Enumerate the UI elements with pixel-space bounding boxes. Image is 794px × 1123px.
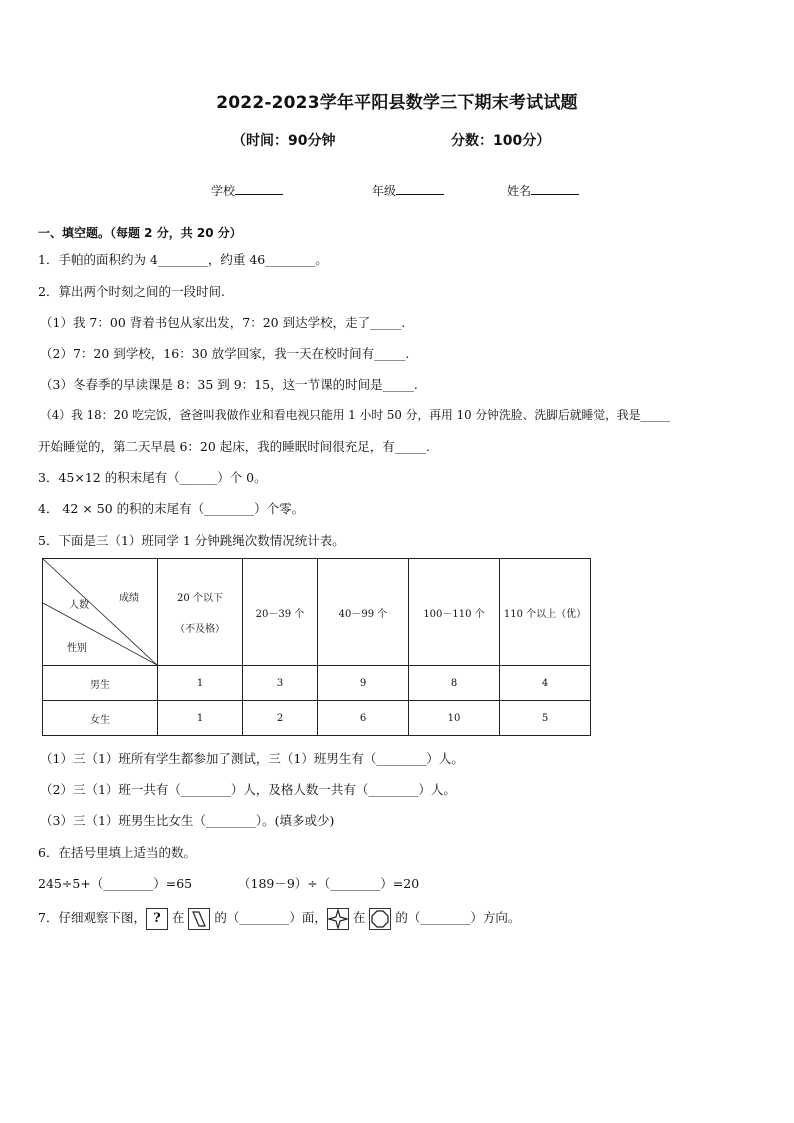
q7-of-1: 的（________）面， xyxy=(210,910,327,925)
question-6-b: （189－9）÷（________）=20 xyxy=(238,876,420,891)
name-label: 姓名 xyxy=(507,184,532,198)
table-cell: 1 xyxy=(158,701,243,736)
q7-at-2: 在 xyxy=(348,910,370,925)
table-row xyxy=(43,701,591,736)
table-header-row xyxy=(43,559,591,666)
corner-diagonals xyxy=(43,559,157,665)
header-col1-line2: （不及格） xyxy=(175,624,225,635)
school-label: 学校 xyxy=(211,184,236,198)
four-point-star-box-icon xyxy=(327,908,349,930)
q7-prefix: 7．仔细观察下图， xyxy=(38,910,146,925)
table-header-cell xyxy=(158,559,243,666)
row-label: 女生 xyxy=(43,701,158,736)
name-blank[interactable] xyxy=(531,182,579,195)
q7-at-1: 在 xyxy=(167,910,189,925)
question-4: 4． 42 × 50 的积的末尾有（________）个零。 xyxy=(38,501,305,516)
table-cell: 5 xyxy=(500,701,591,736)
statistics-table xyxy=(42,558,591,736)
question-5-1: （1）三（1）班所有学生都参加了测试，三（1）班男生有（________）人。 xyxy=(40,751,464,766)
time-label: （时间：90分钟 xyxy=(232,133,336,149)
question-2-3: （3）冬春季的早读课是 8：35 到 9：15，这一节课的时间是_____. xyxy=(40,377,418,392)
score-label: 分数：100分） xyxy=(451,133,551,149)
table-cell: 10 xyxy=(409,701,500,736)
question-5-3: （3）三（1）班男生比女生（________）。(填多或少) xyxy=(40,813,335,828)
corner-gender-label: 性别 xyxy=(67,643,87,654)
parallelogram-box-icon xyxy=(188,908,210,930)
header-col1-line1: 20 个以下 xyxy=(177,593,223,604)
name-field xyxy=(507,182,579,199)
question-2-1: （1）我 7：00 背着书包从家出发，7：20 到达学校，走了_____. xyxy=(40,315,406,330)
table-cell: 2 xyxy=(243,701,318,736)
question-6: 6．在括号里填上适当的数。 xyxy=(38,845,196,860)
table-row xyxy=(43,666,591,701)
question-5: 5．下面是三（1）班同学 1 分钟跳绳次数情况统计表。 xyxy=(38,533,345,548)
table-cell: 4 xyxy=(500,666,591,701)
table-cell: 9 xyxy=(318,666,409,701)
question-7 xyxy=(38,906,520,930)
section-heading: 一、填空题。（每题 2 分，共 20 分） xyxy=(38,226,242,240)
octagon-box-icon xyxy=(369,908,391,930)
grade-label: 年级 xyxy=(372,184,397,198)
table-header-cell: 100－110 个 xyxy=(409,559,500,666)
question-5-2: （2）三（1）班一共有（________）人，及格人数一共有（________）人。 xyxy=(40,782,456,797)
question-3: 3．45×12 的积末尾有（______）个 0。 xyxy=(38,470,267,485)
table-corner-cell xyxy=(43,559,158,666)
table-header-cell: 110 个以上（优） xyxy=(500,559,591,666)
table-cell: 3 xyxy=(243,666,318,701)
question-2-4-line2: 开始睡觉的，第二天早晨 6：20 起床，我的睡眠时间很充足，有_____. xyxy=(38,439,431,454)
question-2-2: （2）7：20 到学校，16：30 放学回家，我一天在校时间有_____. xyxy=(40,346,410,361)
school-field xyxy=(211,182,283,199)
question-mark-box-icon: ? xyxy=(146,908,168,930)
question-6-a: 245÷5+（________）=65 xyxy=(38,876,193,891)
q7-of-2: 的（________）方向。 xyxy=(391,910,521,925)
corner-count-label: 人数 xyxy=(69,600,89,611)
page-title: 2022-2023学年平阳县数学三下期末考试试题 xyxy=(216,93,578,113)
grade-field xyxy=(372,182,444,199)
school-blank[interactable] xyxy=(235,182,283,195)
question-1: 1．手帕的面积约为 4________，约重 46________。 xyxy=(38,252,328,267)
table-cell: 1 xyxy=(158,666,243,701)
row-label: 男生 xyxy=(43,666,158,701)
corner-score-label: 成绩 xyxy=(119,593,139,604)
question-2-4-line1: （4）我 18：20 吃完饭，爸爸叫我做作业和看电视只能用 1 小时 50 分，再用 10 分钟洗脸、洗脚后就睡觉，我是_____ xyxy=(40,408,671,422)
table-cell: 6 xyxy=(318,701,409,736)
question-2: 2．算出两个时刻之间的一段时间. xyxy=(38,284,225,299)
table-cell: 8 xyxy=(409,666,500,701)
grade-blank[interactable] xyxy=(396,182,444,195)
table-header-cell: 40－99 个 xyxy=(318,559,409,666)
table-header-cell: 20－39 个 xyxy=(243,559,318,666)
